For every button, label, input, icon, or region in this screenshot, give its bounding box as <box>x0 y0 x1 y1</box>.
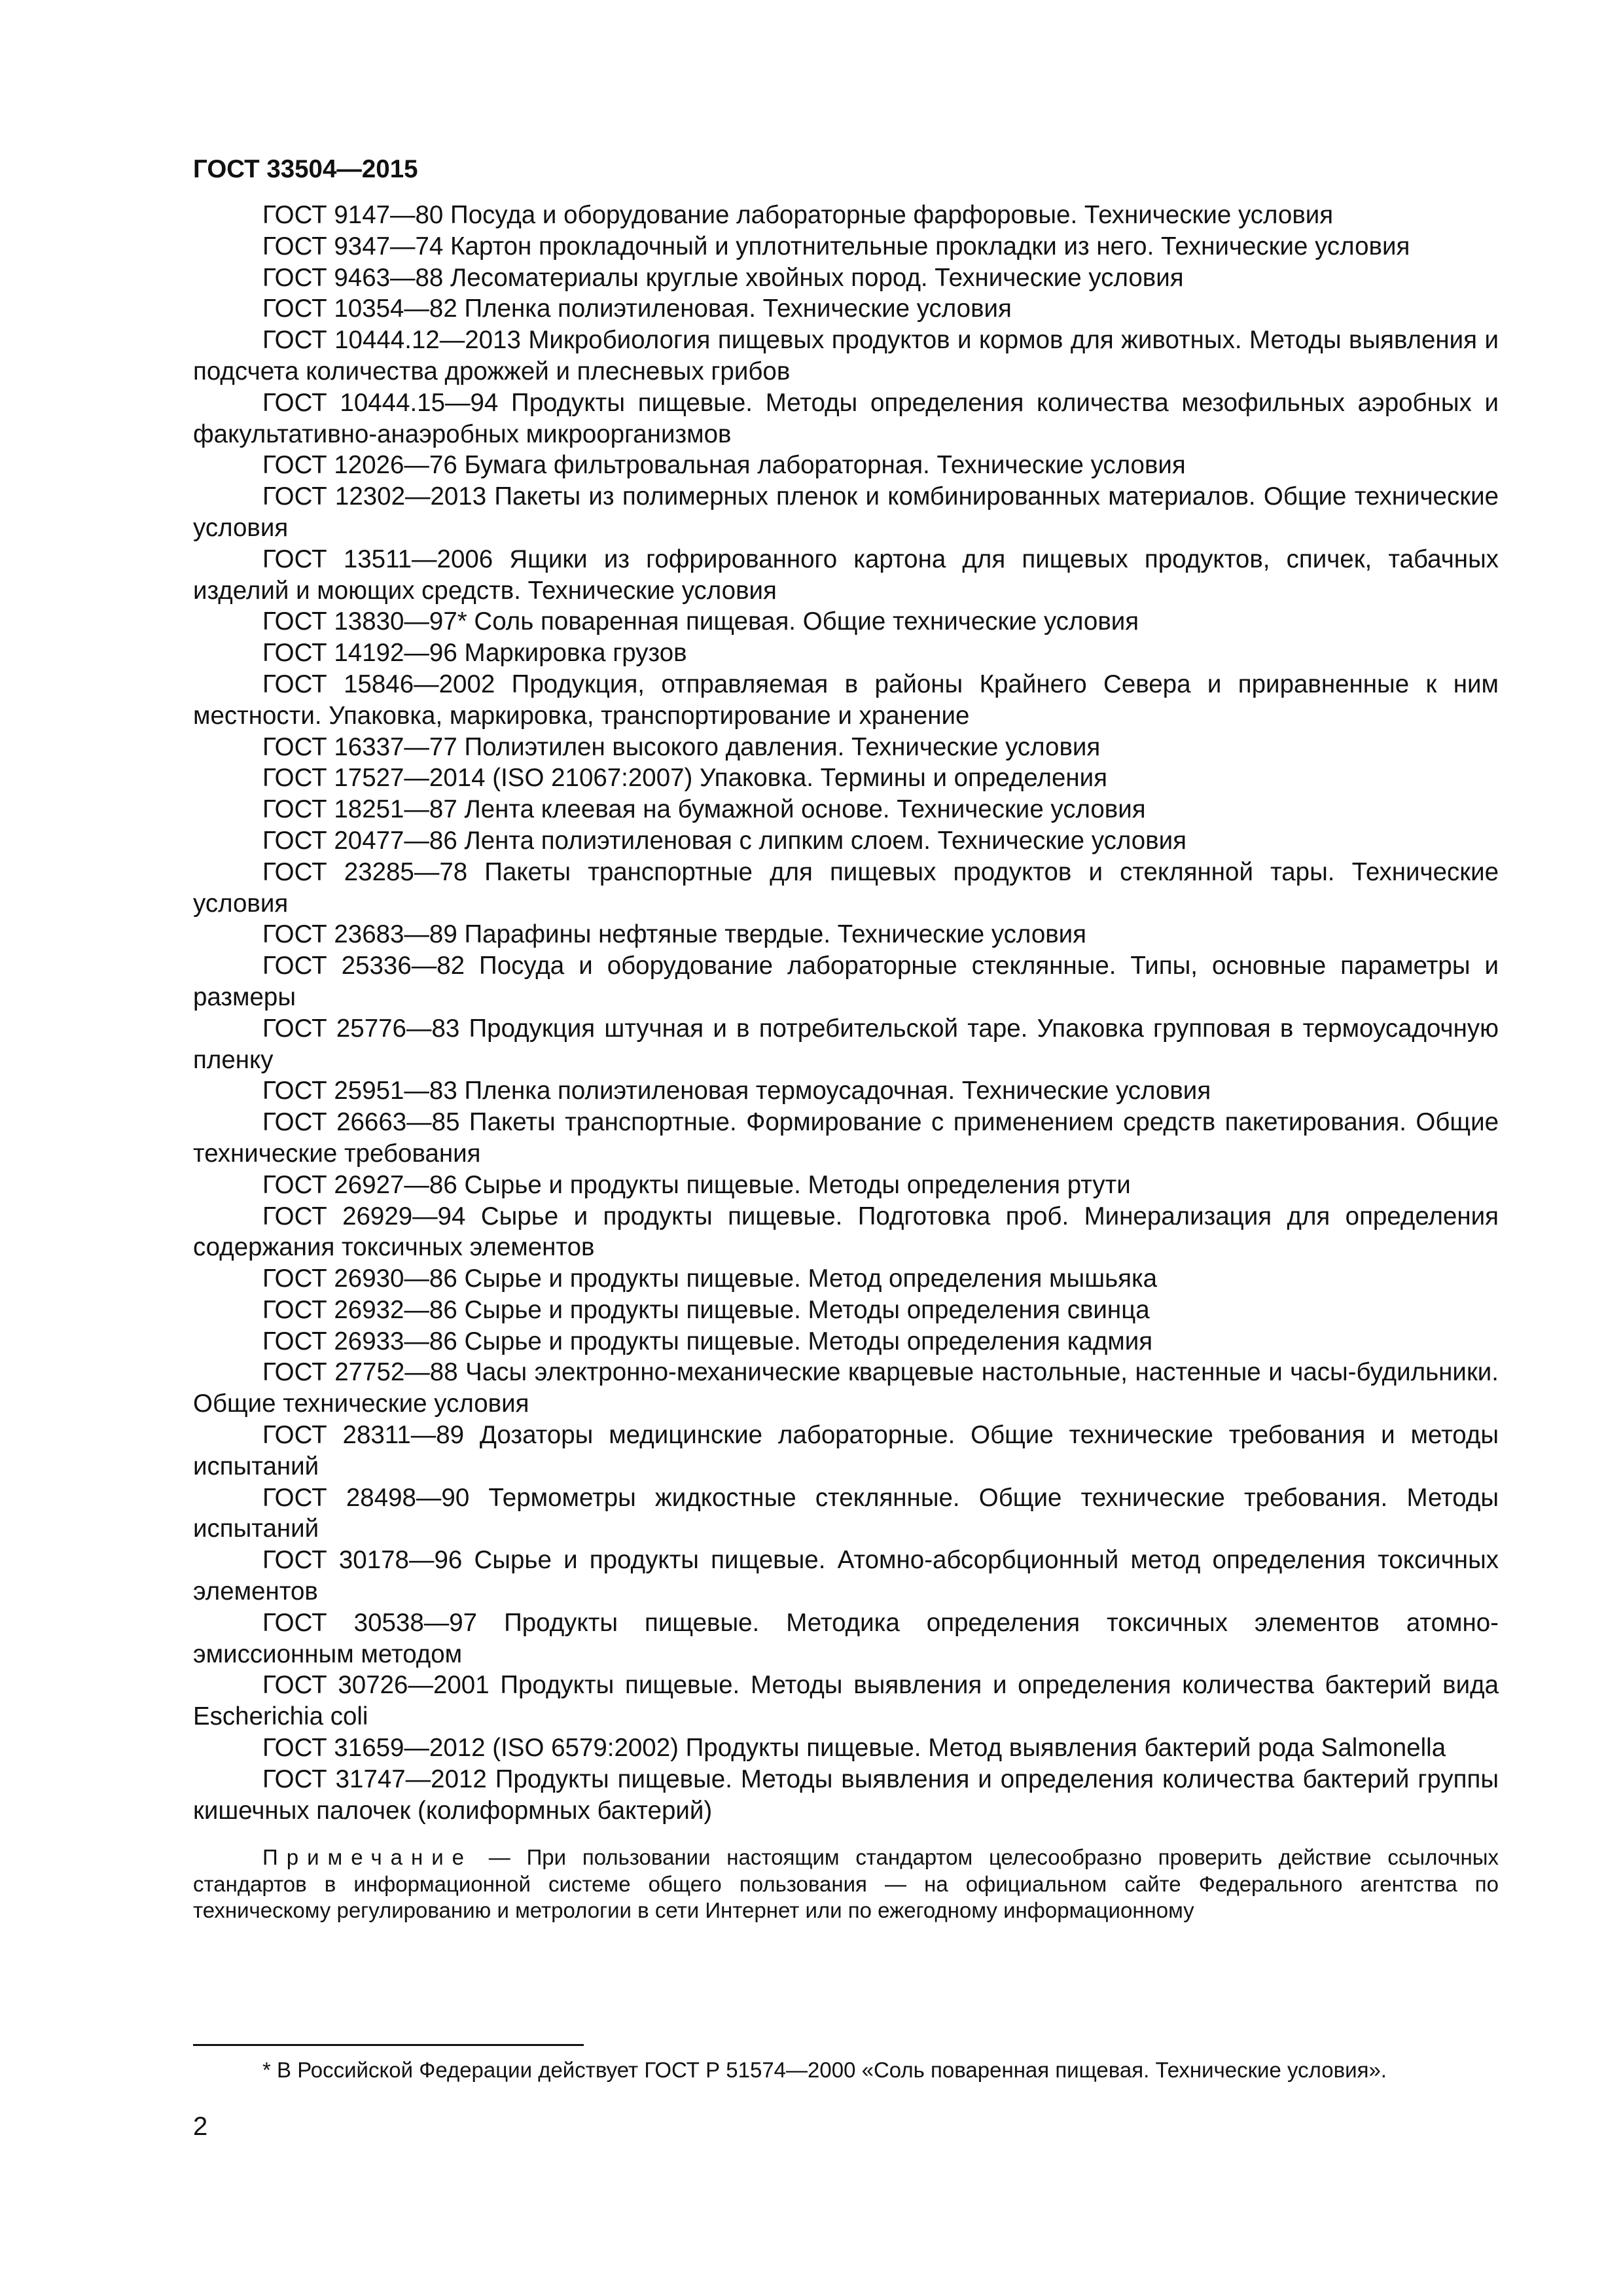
reference-item: ГОСТ 13830—97* Соль поваренная пищевая. Общие технические условия <box>262 607 1139 636</box>
reference-item: ГОСТ 31747—2012 Продукты пищевые. Методы выявления и определения количества бактерий группы кишечных палочек (колиформных бактерий) <box>193 1765 1499 1825</box>
reference-item: ГОСТ 17527—2014 (ISO 21067:2007) Упаковка. Термины и определения <box>262 764 1107 793</box>
reference-item: ГОСТ 9463—88 Лесоматериалы круглые хвойных пород. Технические условия <box>262 263 1184 292</box>
reference-item: ГОСТ 10444.15—94 Продукты пищевые. Методы определения количества мезофильных аэробных и факультативно-анаэробных микроорганизмов <box>193 388 1499 448</box>
document-header-title: ГОСТ 33504—2015 <box>193 155 418 183</box>
reference-item: ГОСТ 12302—2013 Пакеты из полимерных пленок и комбинированных материалов. Общие технические условия <box>193 482 1499 542</box>
reference-item: ГОСТ 10444.12—2013 Микробиология пищевых продуктов и кормов для животных. Методы выявления и подсчета количества дрожжей и плесневых грибов <box>193 326 1499 386</box>
reference-item: ГОСТ 26932—86 Сырье и продукты пищевые. Методы определения свинца <box>262 1295 1150 1324</box>
note-label: Примечание <box>262 1845 473 1870</box>
reference-item: ГОСТ 23285—78 Пакеты транспортные для пищевых продуктов и стеклянной тары. Технические условия <box>193 857 1499 918</box>
reference-item: ГОСТ 28498—90 Термометры жидкостные стеклянные. Общие технические требования. Методы испытаний <box>193 1483 1499 1543</box>
reference-item: ГОСТ 26927—86 Сырье и продукты пищевые. Методы определения ртути <box>262 1170 1131 1199</box>
reference-item: ГОСТ 26930—86 Сырье и продукты пищевые. Метод определения мышьяка <box>262 1265 1158 1293</box>
reference-item: ГОСТ 13511—2006 Ящики из гофрированного картона для пищевых продуктов, спичек, табачных изделий и моющих средств. Технические условия <box>193 545 1499 605</box>
reference-item: ГОСТ 30178—96 Сырье и продукты пищевые. Атомно-абсорбционный метод определения токсичных элементов <box>193 1546 1499 1606</box>
note-paragraph <box>193 1844 1499 1924</box>
reference-item: ГОСТ 28311—89 Дозаторы медицинские лабораторные. Общие технические требования и методы испытаний <box>193 1421 1499 1480</box>
footnote-divider <box>193 2044 584 2046</box>
page-number: 2 <box>193 2112 208 2141</box>
reference-item: ГОСТ 16337—77 Полиэтилен высокого давления. Технические условия <box>262 732 1101 761</box>
reference-item: ГОСТ 18251—87 Лента клеевая на бумажной основе. Технические условия <box>262 795 1146 824</box>
reference-item: ГОСТ 9147—80 Посуда и оборудование лабораторные фарфоровые. Технические условия <box>262 201 1334 229</box>
normative-references-list <box>193 200 1499 1826</box>
reference-item: ГОСТ 9347—74 Картон прокладочный и уплотнительные прокладки из него. Технические условия <box>262 232 1410 260</box>
reference-item: ГОСТ 26933—86 Сырье и продукты пищевые. Методы определения кадмия <box>262 1327 1153 1355</box>
document-page <box>193 154 1499 1924</box>
reference-item: ГОСТ 25951—83 Пленка полиэтиленовая термоусадочная. Технические условия <box>262 1077 1211 1105</box>
reference-item: ГОСТ 26663—85 Пакеты транспортные. Формирование с применением средств пакетирования. Общие технические требования <box>193 1108 1499 1168</box>
reference-item: ГОСТ 12026—76 Бумага фильтровальная лабораторная. Технические условия <box>262 451 1186 480</box>
reference-item: ГОСТ 14192—96 Маркировка грузов <box>262 639 687 668</box>
reference-item: ГОСТ 31659—2012 (ISO 6579:2002) Продукты пищевые. Метод выявления бактерий рода Salmonella <box>262 1734 1446 1763</box>
reference-item: ГОСТ 23683—89 Парафины нефтяные твердые. Технические условия <box>262 920 1087 949</box>
reference-item: ГОСТ 26929—94 Сырье и продукты пищевые. Подготовка проб. Минерализация для определения содержания токсичных элементов <box>193 1202 1499 1262</box>
note-text: — При пользовании настоящим стандартом целесообразно проверить действие ссылочных стандартов в информационной системе общего пользования — на официальном сайте Федерального агентства по техническому регулированию и метрологии в сети Интернет или по ежегодному информационному <box>193 1845 1499 1923</box>
reference-item: ГОСТ 15846—2002 Продукция, отправляемая в районы Крайнего Севера и приравненные к ним местности. Упаковка, маркировка, транспортирование и хранение <box>193 670 1499 730</box>
reference-item: ГОСТ 10354—82 Пленка полиэтиленовая. Технические условия <box>262 295 1012 323</box>
footnote: * В Российской Федерации действует ГОСТ Р 51574—2000 «Соль поваренная пищевая. Технические условия». <box>262 2058 1387 2082</box>
reference-item: ГОСТ 20477—86 Лента полиэтиленовая с липким слоем. Технические условия <box>262 826 1186 855</box>
reference-item: ГОСТ 27752—88 Часы электронно-механические кварцевые настольные, настенные и часы-будильники. Общие технические условия <box>193 1358 1499 1418</box>
reference-item: ГОСТ 25776—83 Продукция штучная и в потребительской таре. Упаковка групповая в термоусадочную пленку <box>193 1014 1499 1074</box>
reference-item: ГОСТ 25336—82 Посуда и оборудование лабораторные стеклянные. Типы, основные параметры и размеры <box>193 952 1499 1011</box>
reference-item: ГОСТ 30726—2001 Продукты пищевые. Методы выявления и определения количества бактерий вида Escherichia coli <box>193 1671 1499 1731</box>
reference-item: ГОСТ 30538—97 Продукты пищевые. Методика определения токсичных элементов атомно-эмиссионным методом <box>193 1608 1499 1668</box>
